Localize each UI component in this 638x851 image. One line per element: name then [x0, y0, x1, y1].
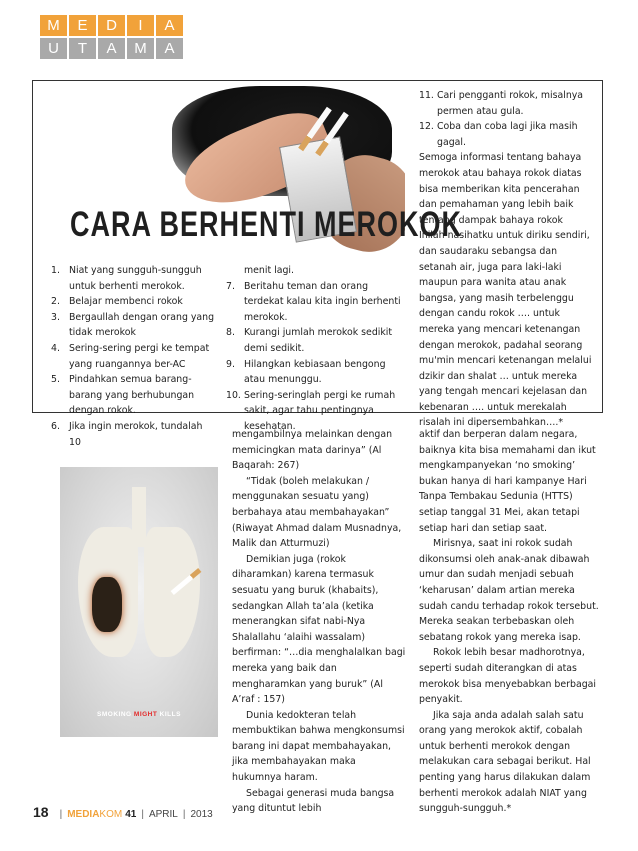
- article-paragraph: Demikian juga (rokok diharamkan) karena termasuk sesuatu yang buruk (khabaits), sedangkan Allah ta’ala (ketika menerangkan sifat nabi-Nya Shalallahu ‘alaihi wassalam) berfirman: “…dia menghalalkan bagi mereka yang baik dan mengharamkan yang buruk” (Al A’raf : 157): [232, 553, 406, 706]
- step-item: [51, 294, 216, 310]
- step-number: 7.: [226, 280, 235, 292]
- header-letter: A: [98, 38, 125, 59]
- step-number: 1.: [51, 265, 60, 276]
- article-column-middle: [232, 427, 406, 817]
- step-item: [51, 263, 216, 294]
- issue-number: 41: [125, 809, 137, 820]
- step-text: Pindahkan semua barang-barang yang berhubungan dengan rokok.: [69, 374, 195, 417]
- poster-caption-part: SMOKING: [97, 711, 134, 718]
- step-number: 4.: [51, 342, 60, 354]
- step-item: [51, 419, 216, 450]
- header-letter: I: [127, 15, 154, 36]
- header-letter: M: [40, 15, 67, 36]
- article-paragraph: aktif dan berperan dalam negara, baiknya kita bisa memahami dan ikut mengkampanyekan ‘no smoking’ bukan hanya di hari kampanye Hari Tanpa Tembakau Sedunia (HTTS) setiap tanggal 31 Mei, akan tetapi setiap hari dan setiap saat.: [419, 429, 596, 534]
- step-text: menit lagi.: [244, 265, 294, 276]
- page-number: 18: [33, 804, 49, 820]
- header-letter: D: [98, 15, 125, 36]
- step-item: [226, 325, 401, 356]
- step-text: Sering-sering pergi ke tempat yang ruangannya ber-AC: [69, 342, 210, 370]
- brand-name: MEDIA: [67, 809, 100, 820]
- footer-separator: |: [59, 809, 63, 820]
- poster-caption-highlight: MIGHT: [133, 711, 158, 718]
- step-text: Niat yang sungguh-sungguh untuk berhenti merokok.: [69, 265, 202, 292]
- feature-title: CARA BERHENTI MEROKOK: [70, 205, 462, 244]
- article-paragraph: Dunia kedokteran telah membuktikan bahwa mengkonsumsi barang ini dapat membahayakan, jika membahayakan maka hukumnya haram.: [232, 709, 405, 784]
- steps-column-1: [51, 263, 216, 450]
- article-paragraph: Jika saja anda adalah salah satu orang yang merokok aktif, cobalah untuk berhenti merokok dengan melakukan cara sebagai berikut. Hal penting yang harus dilakukan dalam berhenti merokok adalah NIAT yang sungguh-sungguh.*: [419, 709, 591, 815]
- step-number: 3.: [51, 311, 60, 323]
- poster-caption: [60, 711, 218, 718]
- box-paragraph: Inilah nasihatku untuk diriku sendiri, dan saudaraku sebangsa dan setanah air, juga para laki-laki maupun para wanita atau anak bangsa, yang masih terbelenggu dengan candu rokok …. untuk mereka yang mencari ketenangan dengan merokok, padahal seorang mu'min mencari ketenangan melalui dzikir dan shalat … untuk mereka yang tengah mencari kejelasan dan kebenaran …. untuk merekalah risalah ini dipersembahkan….*: [419, 230, 592, 429]
- footer-separator: |: [141, 809, 144, 820]
- step-number: 5.: [51, 374, 60, 386]
- step-number: 2.: [51, 296, 60, 308]
- article-paragraph: “Tidak (boleh melakukan / menggunakan sesuatu yang) berbahaya atau membahayakan” (Riwayat Ahmad dalam Musnadnya, Malik dan Atturmuzi): [232, 475, 402, 550]
- header-letter: A: [156, 15, 183, 36]
- box-paragraph: Semoga informasi tentang bahaya merokok atau bahaya rokok diatas bisa memberikan kita pencerahan dan pemahaman yang lebih baik tentang dampak bahaya rokok: [419, 152, 582, 226]
- header-letter: U: [40, 38, 67, 59]
- step-number: 10.: [226, 389, 241, 401]
- header-row-media: [40, 15, 185, 36]
- header-letter: A: [156, 38, 183, 59]
- step-item: [419, 88, 594, 119]
- article-paragraph: Mirisnya, saat ini rokok sudah dikonsumsi oleh anak-anak dibawah umur dan sudah menjadi sebuah ‘keharusan’ dalam artian mereka sudah candu terhadap rokok tersebut. Mereka seakan terbebaskan oleh sebatang rokok yang mereka isap.: [419, 538, 599, 643]
- step-number: 8.: [226, 327, 235, 339]
- page-footer: [33, 804, 213, 820]
- step-item: [51, 341, 216, 372]
- step-item: [226, 279, 401, 326]
- step-item: [419, 119, 594, 150]
- burn-mark: [92, 577, 122, 632]
- step-text: Belajar membenci rokok: [69, 296, 183, 308]
- step-text: Cari pengganti rokok, misalnya permen atau gula.: [437, 90, 584, 117]
- step-item: [51, 310, 216, 341]
- article-paragraph: Rokok lebih besar madhorotnya, seperti sudah diterangkan di atas merokok bisa menyebabkan berbagai penyakit.: [419, 647, 596, 706]
- header-letter: E: [69, 15, 96, 36]
- step-text: Jika ingin merokok, tundalah 10: [69, 420, 203, 448]
- step-continuation: [226, 263, 401, 279]
- step-item: [51, 372, 216, 419]
- issue-year: 2013: [190, 809, 213, 820]
- step-text: Beritahu teman dan orang terdekat kalau kita ingin berhenti merokok.: [244, 280, 401, 323]
- step-text: Kurangi jumlah merokok sedikit demi sedikit.: [244, 327, 393, 354]
- header-letter: M: [127, 38, 154, 59]
- footer-separator: |: [182, 809, 186, 820]
- brand-suffix: KOM: [99, 809, 123, 820]
- smoking-kills-poster: [60, 467, 218, 737]
- steps-column-3: [419, 88, 594, 431]
- article-paragraph: mengambilnya melainkan dengan memicingkan mata darinya” (Al Baqarah: 267): [232, 429, 393, 472]
- step-number: 11.: [419, 90, 434, 101]
- step-number: 12.: [419, 121, 434, 133]
- step-number: 9.: [226, 358, 235, 370]
- article-paragraph: Sebagai generasi muda bangsa yang dituntut lebih: [232, 787, 395, 815]
- header-row-utama: [40, 38, 185, 59]
- article-column-right: [419, 427, 599, 817]
- poster-caption-part: KILLS: [157, 711, 181, 718]
- step-text: Coba dan coba lagi jika masih gagal.: [437, 121, 578, 148]
- issue-month: APRIL: [148, 809, 178, 820]
- step-item: [226, 357, 401, 388]
- section-header: [40, 15, 185, 61]
- steps-column-2: [226, 263, 401, 435]
- step-text: Hilangkan kebiasaan bengong atau menunggu.: [244, 358, 386, 386]
- header-letter: T: [69, 38, 96, 59]
- step-text: Bergaullah dengan orang yang tidak merokok: [69, 311, 215, 339]
- step-text: Sering-seringlah pergi ke rumah sakit, agar tahu pentingnya kesehatan.: [244, 389, 396, 432]
- step-number: 6.: [51, 420, 60, 432]
